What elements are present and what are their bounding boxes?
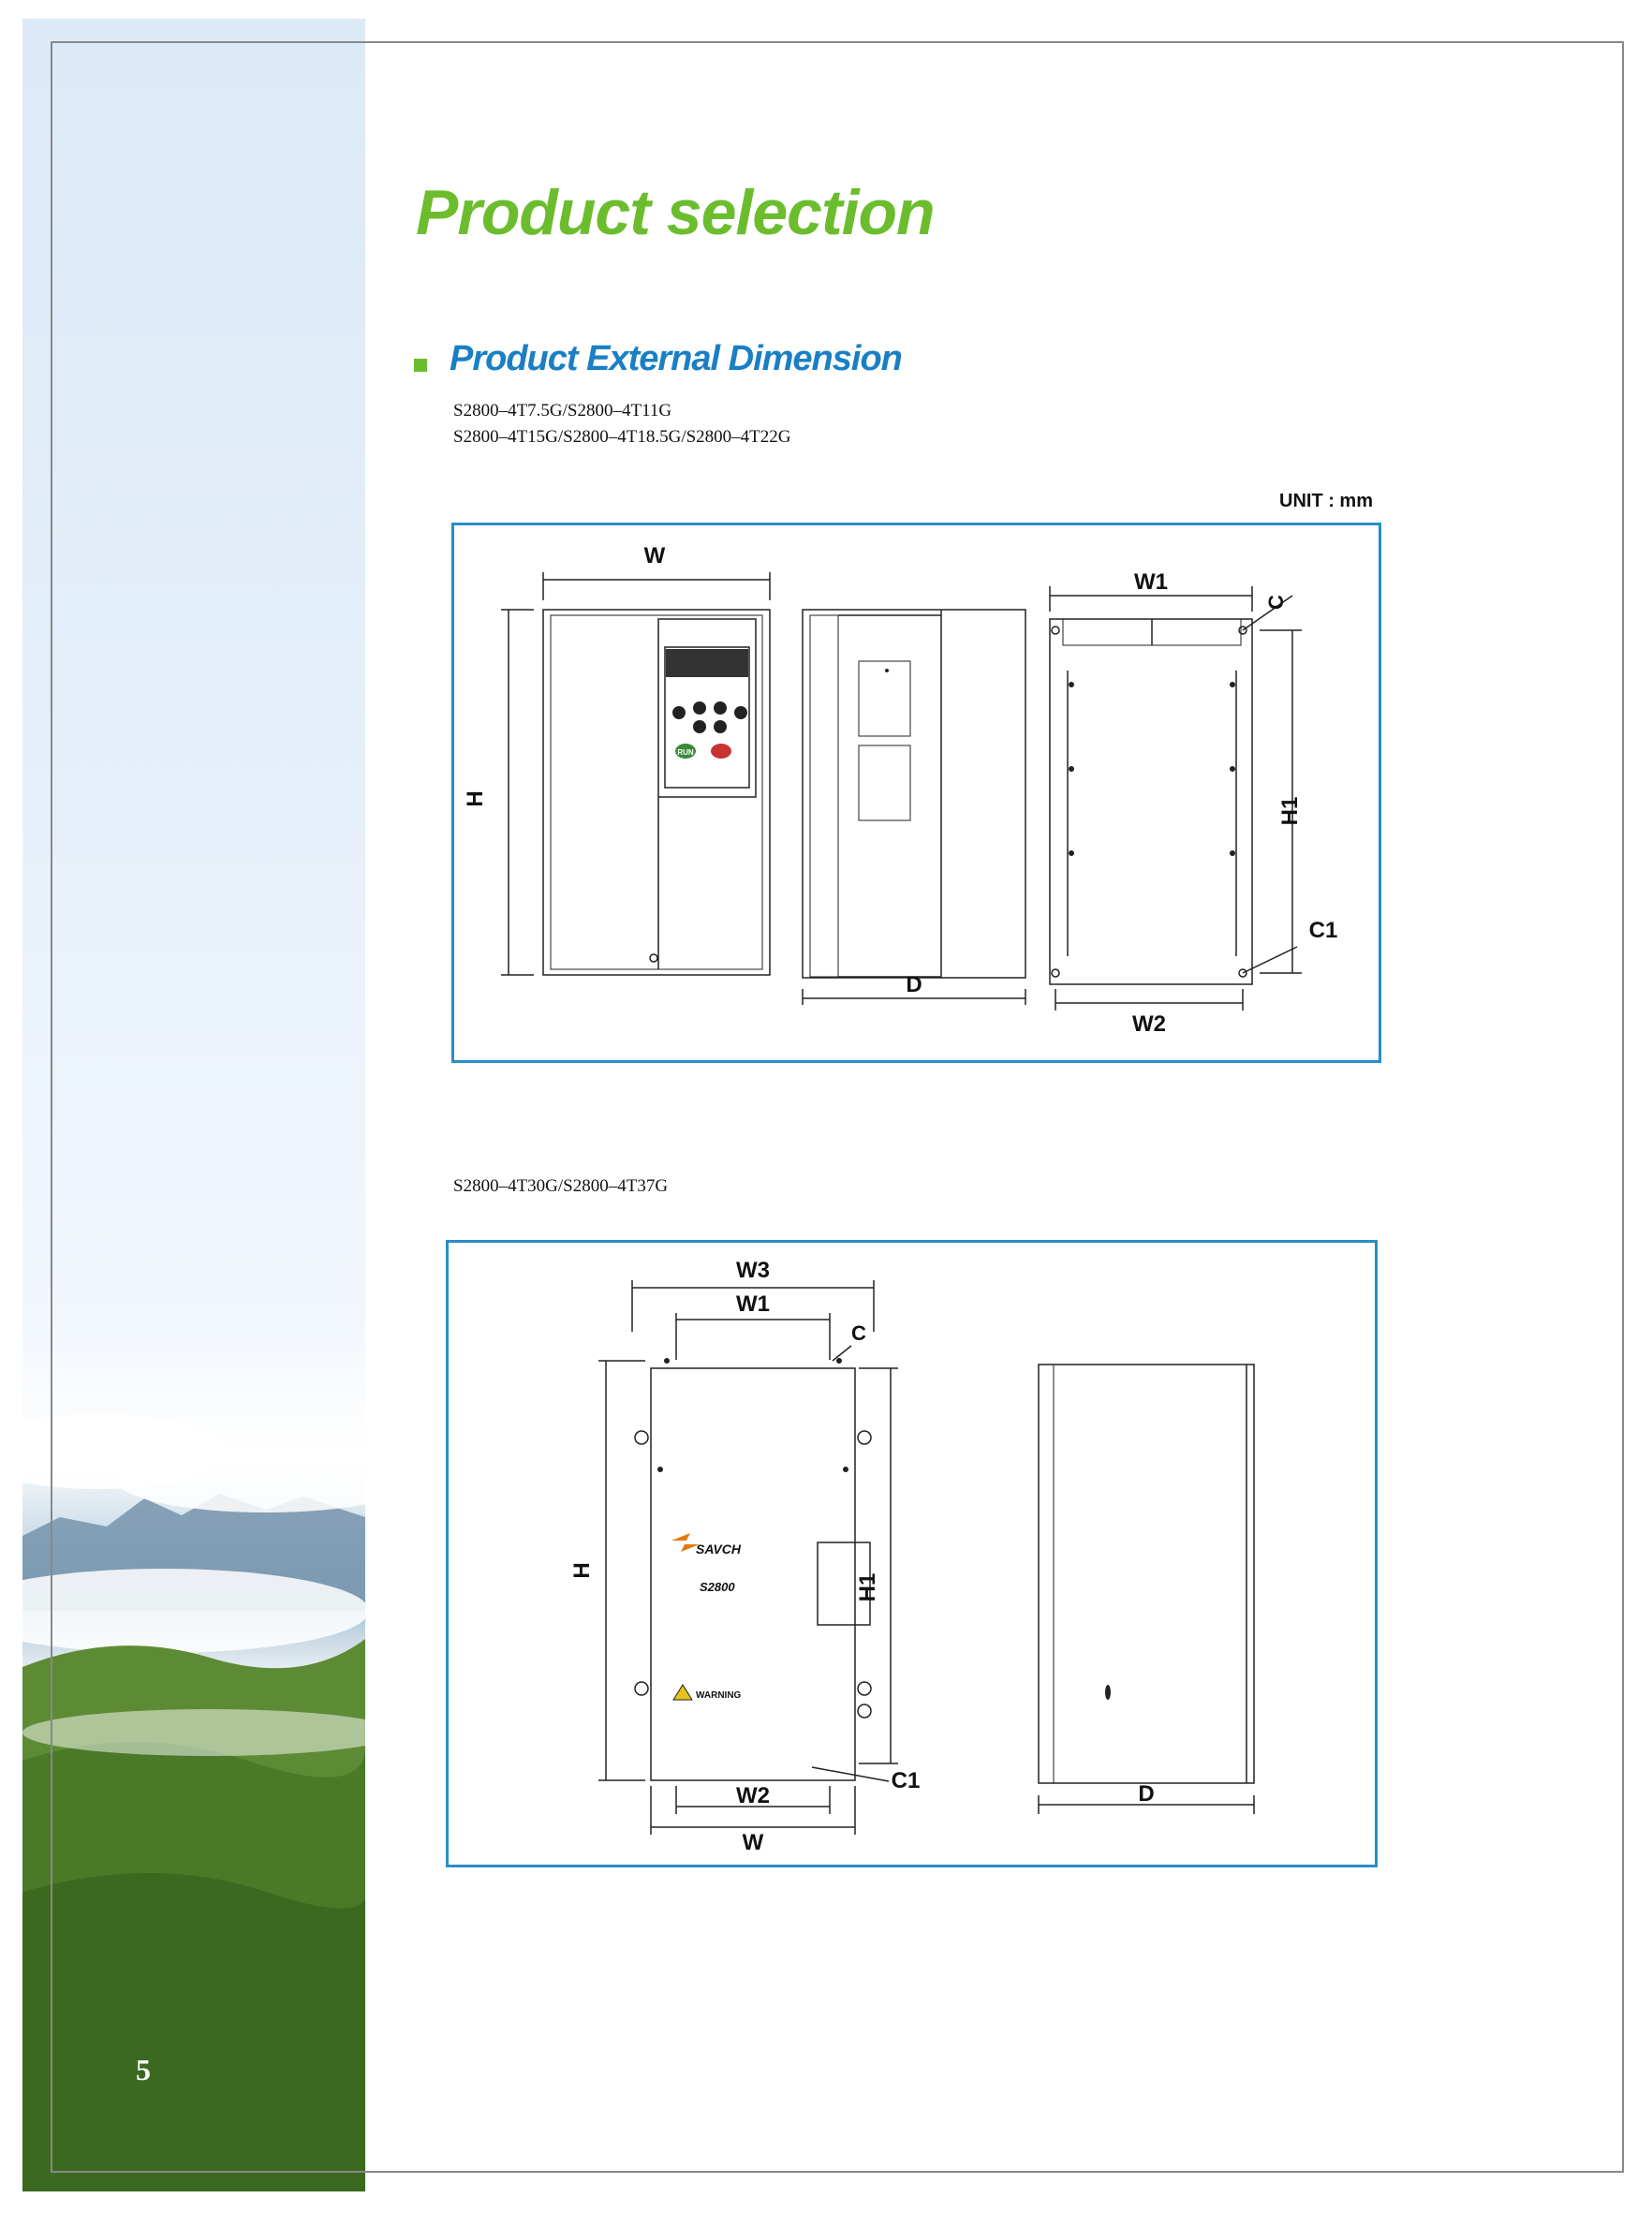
- dim-label-h: H: [463, 790, 488, 807]
- dim2-label-c: C: [851, 1321, 866, 1345]
- dim-label-w: W: [643, 543, 666, 568]
- dim2-label-w2: W2: [736, 1783, 770, 1808]
- dim2-label-h1: H1: [855, 1572, 880, 1602]
- dim-label-d: D: [906, 972, 922, 997]
- dim2-label-d: D: [1138, 1781, 1155, 1807]
- brand-logo-text: SAVCH: [696, 1542, 741, 1556]
- keypad-run-label: RUN: [677, 748, 694, 757]
- warning-label: WARNING: [696, 1690, 742, 1701]
- dim2-label-w3: W3: [736, 1258, 770, 1283]
- dimension-drawing-1: [451, 523, 1381, 1063]
- dim-label-c: C: [1264, 595, 1288, 610]
- section-title: Product External Dimension: [450, 339, 902, 378]
- dimension-drawing-2: [446, 1240, 1378, 1867]
- dim-label-w2: W2: [1132, 1011, 1166, 1037]
- dim-label-w1: W1: [1134, 569, 1168, 595]
- unit-label: UNIT : mm: [1279, 491, 1373, 511]
- dim2-label-h: H: [569, 1562, 595, 1579]
- dim2-label-w: W: [742, 1830, 764, 1855]
- section-bullet-icon: [414, 359, 427, 372]
- drawing-2-svg: [449, 1243, 1375, 1865]
- drawing-1-svg: [454, 525, 1379, 1060]
- dim2-label-w1: W1: [736, 1291, 770, 1317]
- model-logo-text: S2800: [700, 1580, 735, 1594]
- page-title: Product selection: [416, 177, 935, 248]
- dim-label-c1: C1: [1308, 918, 1338, 943]
- page-number: 5: [136, 2053, 151, 2087]
- model-line-2: S2800–4T15G/S2800–4T18.5G/S2800–4T22G: [453, 427, 791, 447]
- dim2-label-c1: C1: [891, 1768, 921, 1793]
- model-line-1: S2800–4T7.5G/S2800–4T11G: [453, 401, 672, 420]
- model-line-3: S2800–4T30G/S2800–4T37G: [453, 1176, 669, 1196]
- dim-label-h1: H1: [1277, 796, 1303, 826]
